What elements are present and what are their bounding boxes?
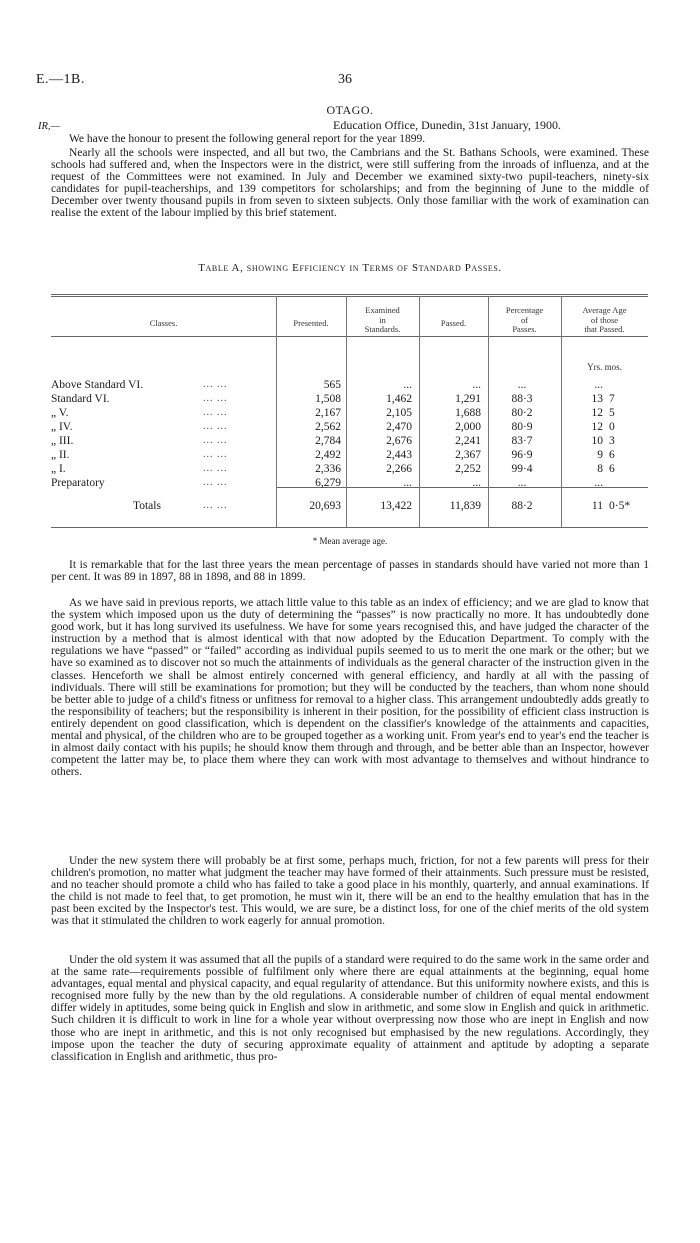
age-years-cell: 11	[591, 500, 603, 512]
class-label	[51, 379, 276, 391]
age-units: Yrs. mos.	[587, 362, 622, 372]
class-label-text: „ I.	[51, 463, 66, 475]
header-examined	[346, 306, 419, 335]
presented-cell: 565	[323, 379, 341, 391]
age-months-cell: 6	[609, 449, 615, 461]
age-months-cell: 5	[609, 407, 615, 419]
dateline: Education Office, Dunedin, 31st January, 1900.	[333, 118, 561, 132]
header-examined-line: Standards.	[364, 324, 401, 334]
examined-cell: 2,443	[386, 449, 412, 461]
examined-cell: 2,470	[386, 421, 412, 433]
class-label	[51, 435, 276, 447]
leader-dots: ... ...	[203, 463, 228, 474]
table-bottom-rule	[51, 527, 648, 528]
footnote: * Mean average age.	[312, 536, 388, 546]
passed-cell: ...	[472, 379, 481, 391]
age-months-cell: 0·5*	[609, 500, 631, 512]
class-label-text: Totals	[133, 500, 161, 512]
presented-cell: 2,562	[315, 421, 341, 433]
leader-dots: ... ...	[203, 435, 228, 446]
age-years-cell: 8	[597, 463, 603, 475]
class-label-text: „ III.	[51, 435, 74, 447]
header-passed: Passed.	[440, 318, 467, 328]
table-top-rule-2	[51, 296, 648, 297]
class-label-text: Above Standard VI.	[51, 379, 144, 391]
class-label	[51, 421, 276, 433]
class-label	[51, 449, 276, 461]
leader-dots: ... ...	[203, 407, 228, 418]
age-months-cell: 7	[609, 393, 615, 405]
presented-cell: 2,784	[315, 435, 341, 447]
age-years-cell: 12	[591, 421, 603, 433]
header-examined-line: in	[379, 314, 386, 325]
passed-cell: 2,000	[455, 421, 481, 433]
percentage-cell: 80·2	[511, 407, 533, 419]
percentage-cell: 88·2	[511, 500, 533, 512]
age-years-cell: ...	[594, 477, 603, 489]
leader-dots: ... ...	[203, 449, 228, 460]
paragraph-new-system: Under the new system there will probably be at first some, perhaps much, friction, for not a few parents will press for their children's promotion, no matter what judgment the teacher may have formed of their attainments. Such pressure must be resisted, and no teacher should promote a child who has failed to take a good place in his monthly, quarterly, and annual examinations. If the child is not made to feel that, to get promotion, he must win it, there will be an end to the healthy emulation that has in the past been excited by the Inspector's test. This would, we are sure, be a distinct loss, for one of the chief merits of the old system was that it stimulated the children to work eagerly for annual promotion.	[51, 855, 649, 928]
age-months-cell: 6	[609, 463, 615, 475]
header-age-line: Average Age	[582, 305, 627, 315]
page-number: 36	[338, 72, 352, 87]
table-header-rule	[51, 336, 648, 337]
header-age-line: that Passed.	[584, 324, 625, 334]
header-percentage	[488, 306, 561, 335]
percentage-cell: 88·3	[511, 393, 533, 405]
header-classes: Classes.	[149, 318, 178, 328]
passed-cell: 2,367	[455, 449, 481, 461]
parliamentary-paper-code: E.—1B.	[36, 72, 85, 87]
header-average-age	[561, 306, 648, 335]
examined-cell: 1,462	[386, 393, 412, 405]
passed-cell: 2,252	[455, 463, 481, 475]
class-label-text: „ II.	[51, 449, 70, 461]
percentage-cell: 99·4	[511, 463, 533, 475]
percentage-cell: ...	[517, 477, 527, 489]
presented-cell: 2,336	[315, 463, 341, 475]
examined-cell: ...	[403, 379, 412, 391]
leader-dots: ... ...	[203, 500, 228, 511]
age-years-cell: 12	[591, 407, 603, 419]
presented-cell: 6,279	[315, 477, 341, 489]
class-label-text: Standard VI.	[51, 393, 110, 405]
age-months-cell: 3	[609, 435, 615, 447]
leader-dots: ... ...	[203, 393, 228, 404]
presented-cell: 2,167	[315, 407, 341, 419]
age-years-cell: 9	[597, 449, 603, 461]
leader-dots: ... ...	[203, 477, 228, 488]
class-label-text: „ IV.	[51, 421, 73, 433]
class-label-text: „ V.	[51, 407, 69, 419]
passed-cell: 2,241	[455, 435, 481, 447]
presented-cell: 20,693	[309, 500, 341, 512]
paragraph-intro: We have the honour to present the following general report for the year 1899.	[69, 133, 426, 145]
presented-cell: 1,508	[315, 393, 341, 405]
paragraph-table-value: As we have said in previous reports, we attach little value to this table as an index of efficiency; and we are glad to know that the system which imposed upon us the duty of determining the “passes” is now practically no more. It has undoubtedly done good work, but it has long survived its usefulness. We have for some years recognised this, and have judged the character of the instruction by a method that is almost identical with that now adopted by the Education Department. To comply with the regulations we have “passed” or “failed” according as individual pupils seemed to us to merit the one mark or the other; but we have so examined as to discover not so much the attainments of individuals as the general character of the instruction given in the classes. Henceforth we shall be almost entirely concerned with general efficiency, and hardly at all with the passing of individuals. There will still be examinations for promotion; but they will be conducted by the teachers, than whom none should be better able to judge of a child's fitness or unfitness for removal to a higher class. This arrangement undoubtedly adds greatly to the responsibility of teachers; but the responsibility is inherent in their position, for the possibility of efficient class instruction is entirely dependent on good classification, which is dependent on the classifier's knowledge of the attainments and capacities, mental and physical, of the children who are to be grouped together as a working unit. From year's end to year's end the teacher is in almost daily contact with his pupils; he should know them through and through, and be better able than an Inspector, however competent the latter may be, to place them where they can work with most advantage to themselves and without hindrance to others.	[51, 597, 649, 779]
examined-cell: 13,422	[380, 500, 412, 512]
district-heading: OTAGO.	[326, 103, 374, 117]
class-label	[51, 407, 276, 419]
examined-cell: 2,105	[386, 407, 412, 419]
header-percentage-line: Percentage	[505, 305, 544, 315]
examined-cell: 2,676	[386, 435, 412, 447]
header-percentage-line: of	[520, 314, 529, 325]
leader-dots: ... ...	[203, 379, 228, 390]
age-months-cell: 0	[609, 421, 615, 433]
header-age-line: of those	[590, 314, 619, 325]
passed-cell: 1,688	[455, 407, 481, 419]
class-label	[51, 393, 276, 405]
paragraph-inspection: Nearly all the schools were inspected, and all but two, the Cambrians and the St. Bathans Schools, were examined. These schools had suffered and, when the Inspectors were in the district, were still suffering from the inroads of influenza, and at the request of the Committees were not examined. In July and December we examined sixty-two pupil-teachers, ninety-six candidates for pupil-teacherships, and 139 competitors for scholarships; and from the beginning of June to the middle of December over twenty thousand pupils in from seven to sixteen subjects. Only those familiar with the work of examination can realise the extent of the labour implied by this brief statement.	[51, 147, 649, 220]
header-percentage-line: Passes.	[512, 324, 537, 334]
paragraph-percentage: It is remarkable that for the last three years the mean percentage of passes in standards should have varied not more than 1 per cent. It was 89 in 1897, 88 in 1898, and 88 in 1899.	[51, 559, 649, 584]
class-label-text: Preparatory	[51, 477, 105, 489]
header-examined-line: Examined	[365, 305, 400, 315]
class-label	[51, 477, 276, 489]
passed-cell: ...	[472, 477, 481, 489]
percentage-cell: 83·7	[511, 435, 533, 447]
percentage-cell: ...	[517, 379, 527, 391]
age-years-cell: 10	[591, 435, 603, 447]
salutation: IR,—	[38, 121, 60, 132]
age-years-cell: ...	[594, 379, 603, 391]
paragraph-old-system: Under the old system it was assumed that all the pupils of a standard were required to do the same work in the same order and at the same rate—requirements possible of fulfilment only where there are equal attainments at the beginning, equal home advantages, equal mental and physical capacity, and equal regularity of attendance. But this uniformity nowhere exists, and this is recognised more fully by the new than by the old regulations. A considerable number of children of equal mental endowment differ widely in aptitudes, some being quick in English and slow in arithmetic, and some slow in English and quick in arithmetic. Such children it is difficult to work in line for a whole year without overpressing now those who are inept in English and now those who are inept in arithmetic, and this is not only recognised but emphasised by the new regulations. Accordingly, they impose upon the teacher the duty of securing approximate equality of attainment and aptitude by adopting a separate classification in English and arithmetic, thus pro-	[51, 954, 649, 1063]
header-presented: Presented.	[293, 318, 329, 328]
class-label	[51, 463, 276, 475]
efficiency-table	[51, 294, 648, 528]
percentage-cell: 80·9	[511, 421, 533, 433]
passed-cell: 1,291	[455, 393, 481, 405]
examined-cell: ...	[403, 477, 412, 489]
percentage-cell: 96·9	[511, 449, 533, 461]
leader-dots: ... ...	[203, 421, 228, 432]
table-top-rule	[51, 294, 648, 295]
table-caption: Table A, showing Efficiency in Terms of Standard Passes.	[198, 262, 502, 274]
age-years-cell: 13	[591, 393, 603, 405]
examined-cell: 2,266	[386, 463, 412, 475]
passed-cell: 11,839	[449, 500, 481, 512]
presented-cell: 2,492	[315, 449, 341, 461]
